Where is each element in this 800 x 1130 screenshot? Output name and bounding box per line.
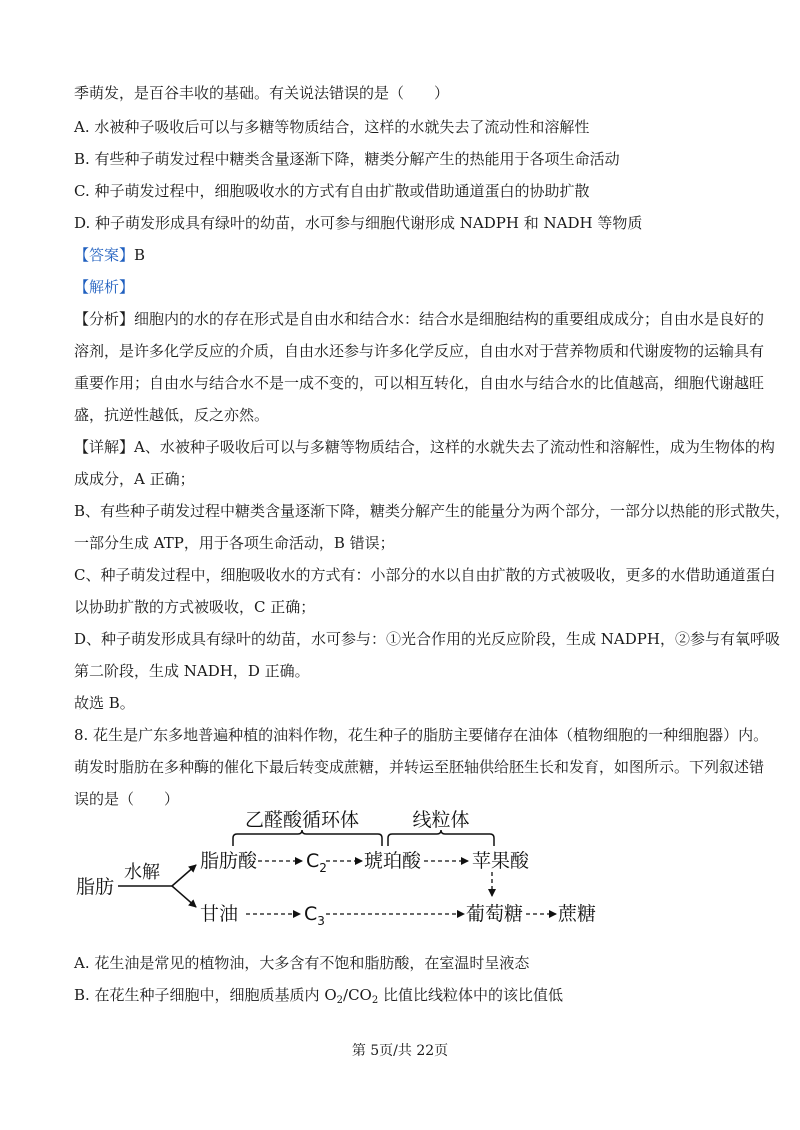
brace-label-glyoxysome: 乙醛酸循环体 [244, 809, 360, 831]
detail-line: C、种子萌发过程中，细胞吸收水的方式有：小部分的水以自由扩散的方式被吸收，更多的水借助通道蛋白 [74, 566, 776, 584]
q7-option-d: D. 种子萌发形成具有绿叶的幼苗，水可参与细胞代谢形成 NADPH 和 NADH 等物质 [74, 214, 643, 232]
q8-stem-line: 8. 花生是广东多地普遍种植的油料作物，花生种子的脂肪主要储存在油体（植物细胞的一种细胞器）内。 [74, 726, 769, 744]
q7-stem: 季萌发，是百谷丰收的基础。有关说法错误的是（ ） [74, 84, 450, 102]
brace-mitochondria [388, 830, 494, 846]
node-glucose: 葡萄糖 [466, 903, 524, 925]
detail-line: 以协助扩散的方式被吸收，C 正确； [74, 598, 316, 616]
node-c2: $C_2$ [306, 850, 327, 875]
q7-option-a: A. 水被种子吸收后可以与多糖等物质结合，这样的水就失去了流动性和溶解性 [74, 118, 590, 136]
answer-label: 【答案】 [74, 246, 135, 264]
detail-line: D、种子萌发形成具有绿叶的幼苗，水可参与：①光合作用的光反应阶段，生成 NADPH，②参与有氧呼吸 [74, 630, 780, 648]
label-hydrolysis: 水解 [124, 862, 160, 883]
q7-option-c: C. 种子萌发过程中，细胞吸收水的方式有自由扩散或借助通道蛋白的协助扩散 [74, 182, 590, 200]
answer-value: B [134, 246, 146, 264]
q8-stem-line: 萌发时脂肪在多种酶的催化下最后转变成蔗糖，并转运至胚轴供给胚生长和发育，如图所示。下列叙述错 [74, 758, 765, 776]
brace-glyoxysome [233, 830, 382, 846]
q8-stem-line: 误的是（ ） [74, 790, 180, 808]
page-footer: 第 5页/共 22页 [351, 1043, 449, 1059]
detail-line: 第二阶段，生成 NADH，D 正确。 [74, 662, 310, 680]
detail-line: 故选 B。 [74, 694, 135, 712]
node-glycerol: 甘油 [200, 903, 239, 925]
analysis-line: 盛，抗逆性越低，反之亦然。 [74, 406, 270, 424]
q7-option-b: B. 有些种子萌发过程中糖类含量逐渐下降，糖类分解产生的热能用于各项生命活动 [74, 150, 620, 168]
detail-line: 【详解】A、水被种子吸收后可以与多糖等物质结合，这样的水就失去了流动性和溶解性，成为生物体的构 [74, 438, 775, 456]
detail-line: B、有些种子萌发过程中糖类含量逐渐下降，糖类分解产生的能量分为两个部分，一部分以热能的形式散失， [74, 502, 791, 520]
detail-line: 一部分生成 ATP，用于各项生命活动，B 错误； [74, 534, 395, 552]
branch-up [172, 865, 196, 886]
node-malic-acid: 苹果酸 [472, 850, 530, 872]
analysis-label: 【解析】 [74, 278, 135, 296]
q8-option-a: A. 花生油是常见的植物油，大多含有不饱和脂肪酸，在室温时呈液态 [74, 954, 530, 972]
detail-line: 成成分，A 正确； [74, 470, 195, 488]
node-c3: $C_3$ [304, 903, 325, 928]
q8-option-b: B. 在花生种子细胞中，细胞质基质内 $O_2/CO_2$ 比值比线粒体中的该比值低 [74, 986, 563, 1006]
node-fat: 脂肪 [76, 876, 115, 898]
brace-label-mitochondria: 线粒体 [412, 809, 470, 831]
analysis-line: 重要作用；自由水与结合水不是一成不变的，可以相互转化，自由水与结合水的比值越高，细胞代谢越旺 [74, 374, 765, 392]
branch-down [172, 886, 196, 907]
node-succinic-acid: 琥珀酸 [364, 850, 422, 872]
node-fatty-acid: 脂肪酸 [200, 850, 258, 872]
analysis-line: 【分析】细胞内的水的存在形式是自由水和结合水：结合水是细胞结构的重要组成成分；自由水是良好的 [74, 310, 765, 328]
analysis-line: 溶剂，是许多化学反应的介质，自由水还参与许多化学反应，自由水对于营养物质和代谢废物的运输具有 [74, 342, 765, 360]
node-sucrose: 蔗糖 [558, 903, 597, 925]
